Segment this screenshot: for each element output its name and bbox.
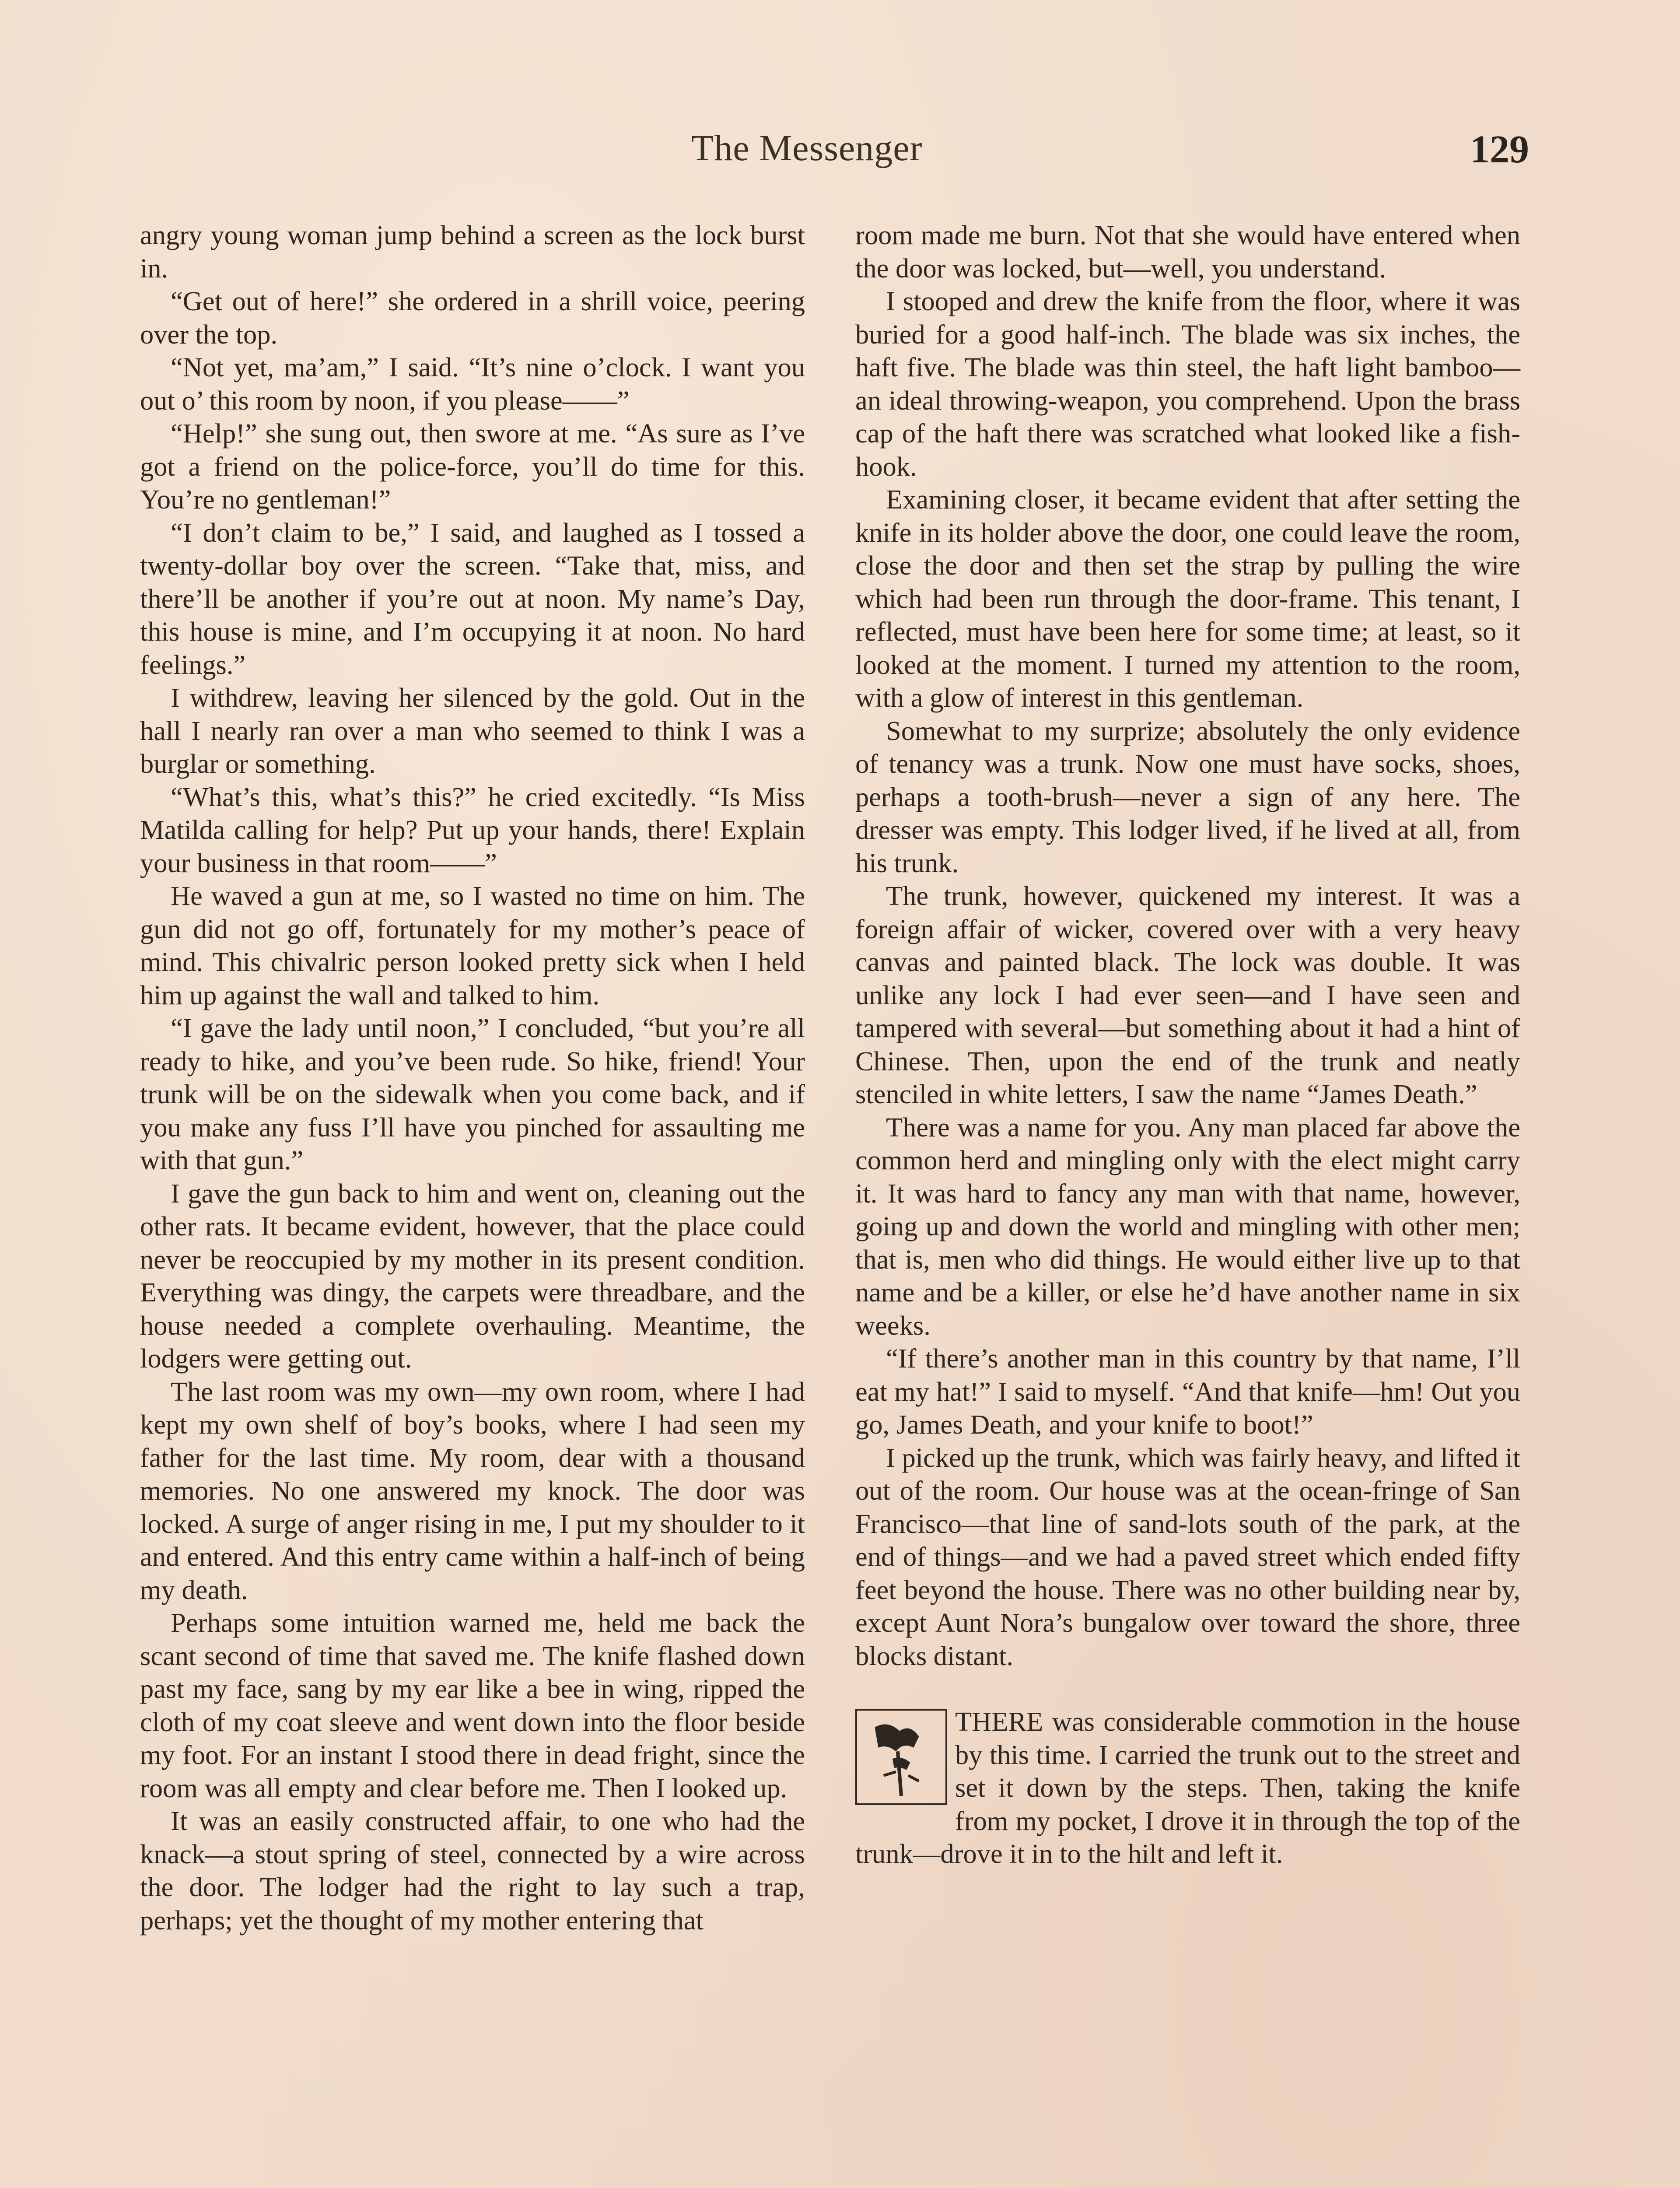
- paragraph: room made me burn. Not that she would have entered when the door was locked, but—well, you understand.: [855, 220, 1520, 284]
- paragraph: I picked up the trunk, which was fairly heavy, and lifted it out of the room. Our house was at the ocean-fringe of San Francisco—that line of sand-lots south of the park, at the end of things—and we had a paved street which ended fifty feet beyond the house. There was no other building near by, except Aunt Nora’s bungalow over toward the shore, three blocks distant.: [855, 1442, 1520, 1671]
- paragraph: I withdrew, leaving her silenced by the gold. Out in the hall I nearly ran over a man who seemed to think I was a burglar or something.: [140, 682, 805, 779]
- paragraph: It was an easily constructed affair, to one who had the knack—a stout spring of steel, connected by a wire across the door. The lodger had the right to lay such a trap, perhaps; yet the thought of my mother entering that: [140, 1806, 805, 1936]
- paragraph: Examining closer, it became evident that after setting the knife in its holder above the door, one could leave the room, close the door and then set the strap by pulling the wire which had been run through the door-frame. This tenant, I reflected, must have been here for some time; at least, so it looked at the moment. I turned my attention to the room, with a glow of interest in this gentleman.: [855, 484, 1520, 713]
- paragraph: “What’s this, what’s this?” he cried excitedly. “Is Miss Matilda calling for help? Put up your hands, there! Explain your business in that room——”: [140, 781, 805, 878]
- right-column: [855, 219, 1520, 1871]
- drop-cap-illustration-icon: [855, 1709, 947, 1805]
- paragraph: He waved a gun at me, so I wasted no time on him. The gun did not go off, fortunately for my mother’s peace of mind. This chivalric person looked pretty sick when I held him up against the wall and talked to him.: [140, 880, 805, 1010]
- paragraph: “If there’s another man in this country by that name, I’ll eat my hat!” I said to myself. “And that knife—hm! Out you go, James Death, and your knife to boot!”: [855, 1343, 1520, 1440]
- paragraph: “Not yet, ma’am,” I said. “It’s nine o’clock. I want you out o’ this room by noon, if you please——”: [140, 352, 805, 416]
- left-column: [140, 219, 805, 1937]
- paragraph: “Get out of here!” she ordered in a shrill voice, peering over the top.: [140, 286, 805, 350]
- drop-paragraph-text: was considerable commotion in the house by this time. I carried the trunk out to the street and set it down by the steps. Then, taking the knife from my pocket, I drove it in through the top of the trunk—drove it in to the hilt and left it.: [855, 1706, 1520, 1869]
- paragraph: Perhaps some intuition warned me, held me back the scant second of time that saved me. The knife flashed down past my face, sang by my ear like a bee in wing, ripped the cloth of my coat sleeve and went down into the floor beside my foot. For an instant I stood there in dead fright, since the room was all empty and clear before me. Then I looked up.: [140, 1607, 805, 1803]
- paragraph: Somewhat to my surprize; absolutely the only evidence of tenancy was a trunk. Now one must have socks, shoes, perhaps a tooth-brush—never a sign of any here. The dresser was empty. This lodger lived, if he lived at all, from his trunk.: [855, 715, 1520, 878]
- paragraph: angry young woman jump behind a screen as the lock burst in.: [140, 220, 805, 284]
- paragraph: “I don’t claim to be,” I said, and laughed as I tossed a twenty-dollar boy over the screen. “Take that, miss, and there’ll be another if you’re out at noon. My name’s Day, this house is mine, and I’m occupying it at noon. No hard feelings.”: [140, 517, 805, 680]
- running-head: [0, 127, 1680, 179]
- paragraph: The trunk, however, quickened my interest. It was a foreign affair of wicker, covered over with a very heavy canvas and painted black. The lock was double. It was unlike any lock I had ever seen—and I have seen and tampered with several—but something about it had a hint of Chinese. Then, upon the end of the trunk and neatly stenciled in white letters, I saw the name “James Death.”: [855, 880, 1520, 1109]
- drop-first-word: THERE: [955, 1706, 1043, 1737]
- page-number: 129: [1470, 128, 1529, 171]
- paragraph: There was a name for you. Any man placed far above the common herd and mingling only with the elect might carry it. It was hard to fancy any man with that name, however, going up and down the world and mingling with other men; that is, men who did things. He would either live up to that name and be a killer, or else he’d have another name in six weeks.: [855, 1112, 1520, 1341]
- paragraph: The last room was my own—my own room, where I had kept my own shelf of boy’s books, where I had seen my father for the last time. My room, dear with a thousand memories. No one answered my knock. The door was locked. A surge of anger rising in me, I put my shoulder to it and entered. And this entry came within a half-inch of being my death.: [140, 1376, 805, 1605]
- paragraph: I gave the gun back to him and went on, cleaning out the other rats. It became evident, however, that the place could never be reoccupied by my mother in its present condition. Everything was dingy, the carpets were threadbare, and the house needed a complete overhauling. Meantime, the lodgers were getting out.: [140, 1178, 805, 1374]
- drop-cap-paragraph: [855, 1705, 1520, 1871]
- running-title: The Messenger: [691, 128, 923, 168]
- paragraph: “Help!” she sung out, then swore at me. “As sure as I’ve got a friend on the police-force, you’ll do time for this. You’re no gentleman!”: [140, 418, 805, 515]
- paragraph: “I gave the lady until noon,” I concluded, “but you’re all ready to hike, and you’ve been rude. So hike, friend! Your trunk will be on the sidewalk when you come back, and if you make any fuss I’ll have you pinched for assaulting me with that gun.”: [140, 1013, 805, 1175]
- paragraph: I stooped and drew the knife from the floor, where it was buried for a good half-inch. The blade was six inches, the haft five. The blade was thin steel, the haft light bamboo—an ideal throwing-weapon, you comprehend. Upon the brass cap of the haft there was scratched what looked like a fish-hook.: [855, 286, 1520, 482]
